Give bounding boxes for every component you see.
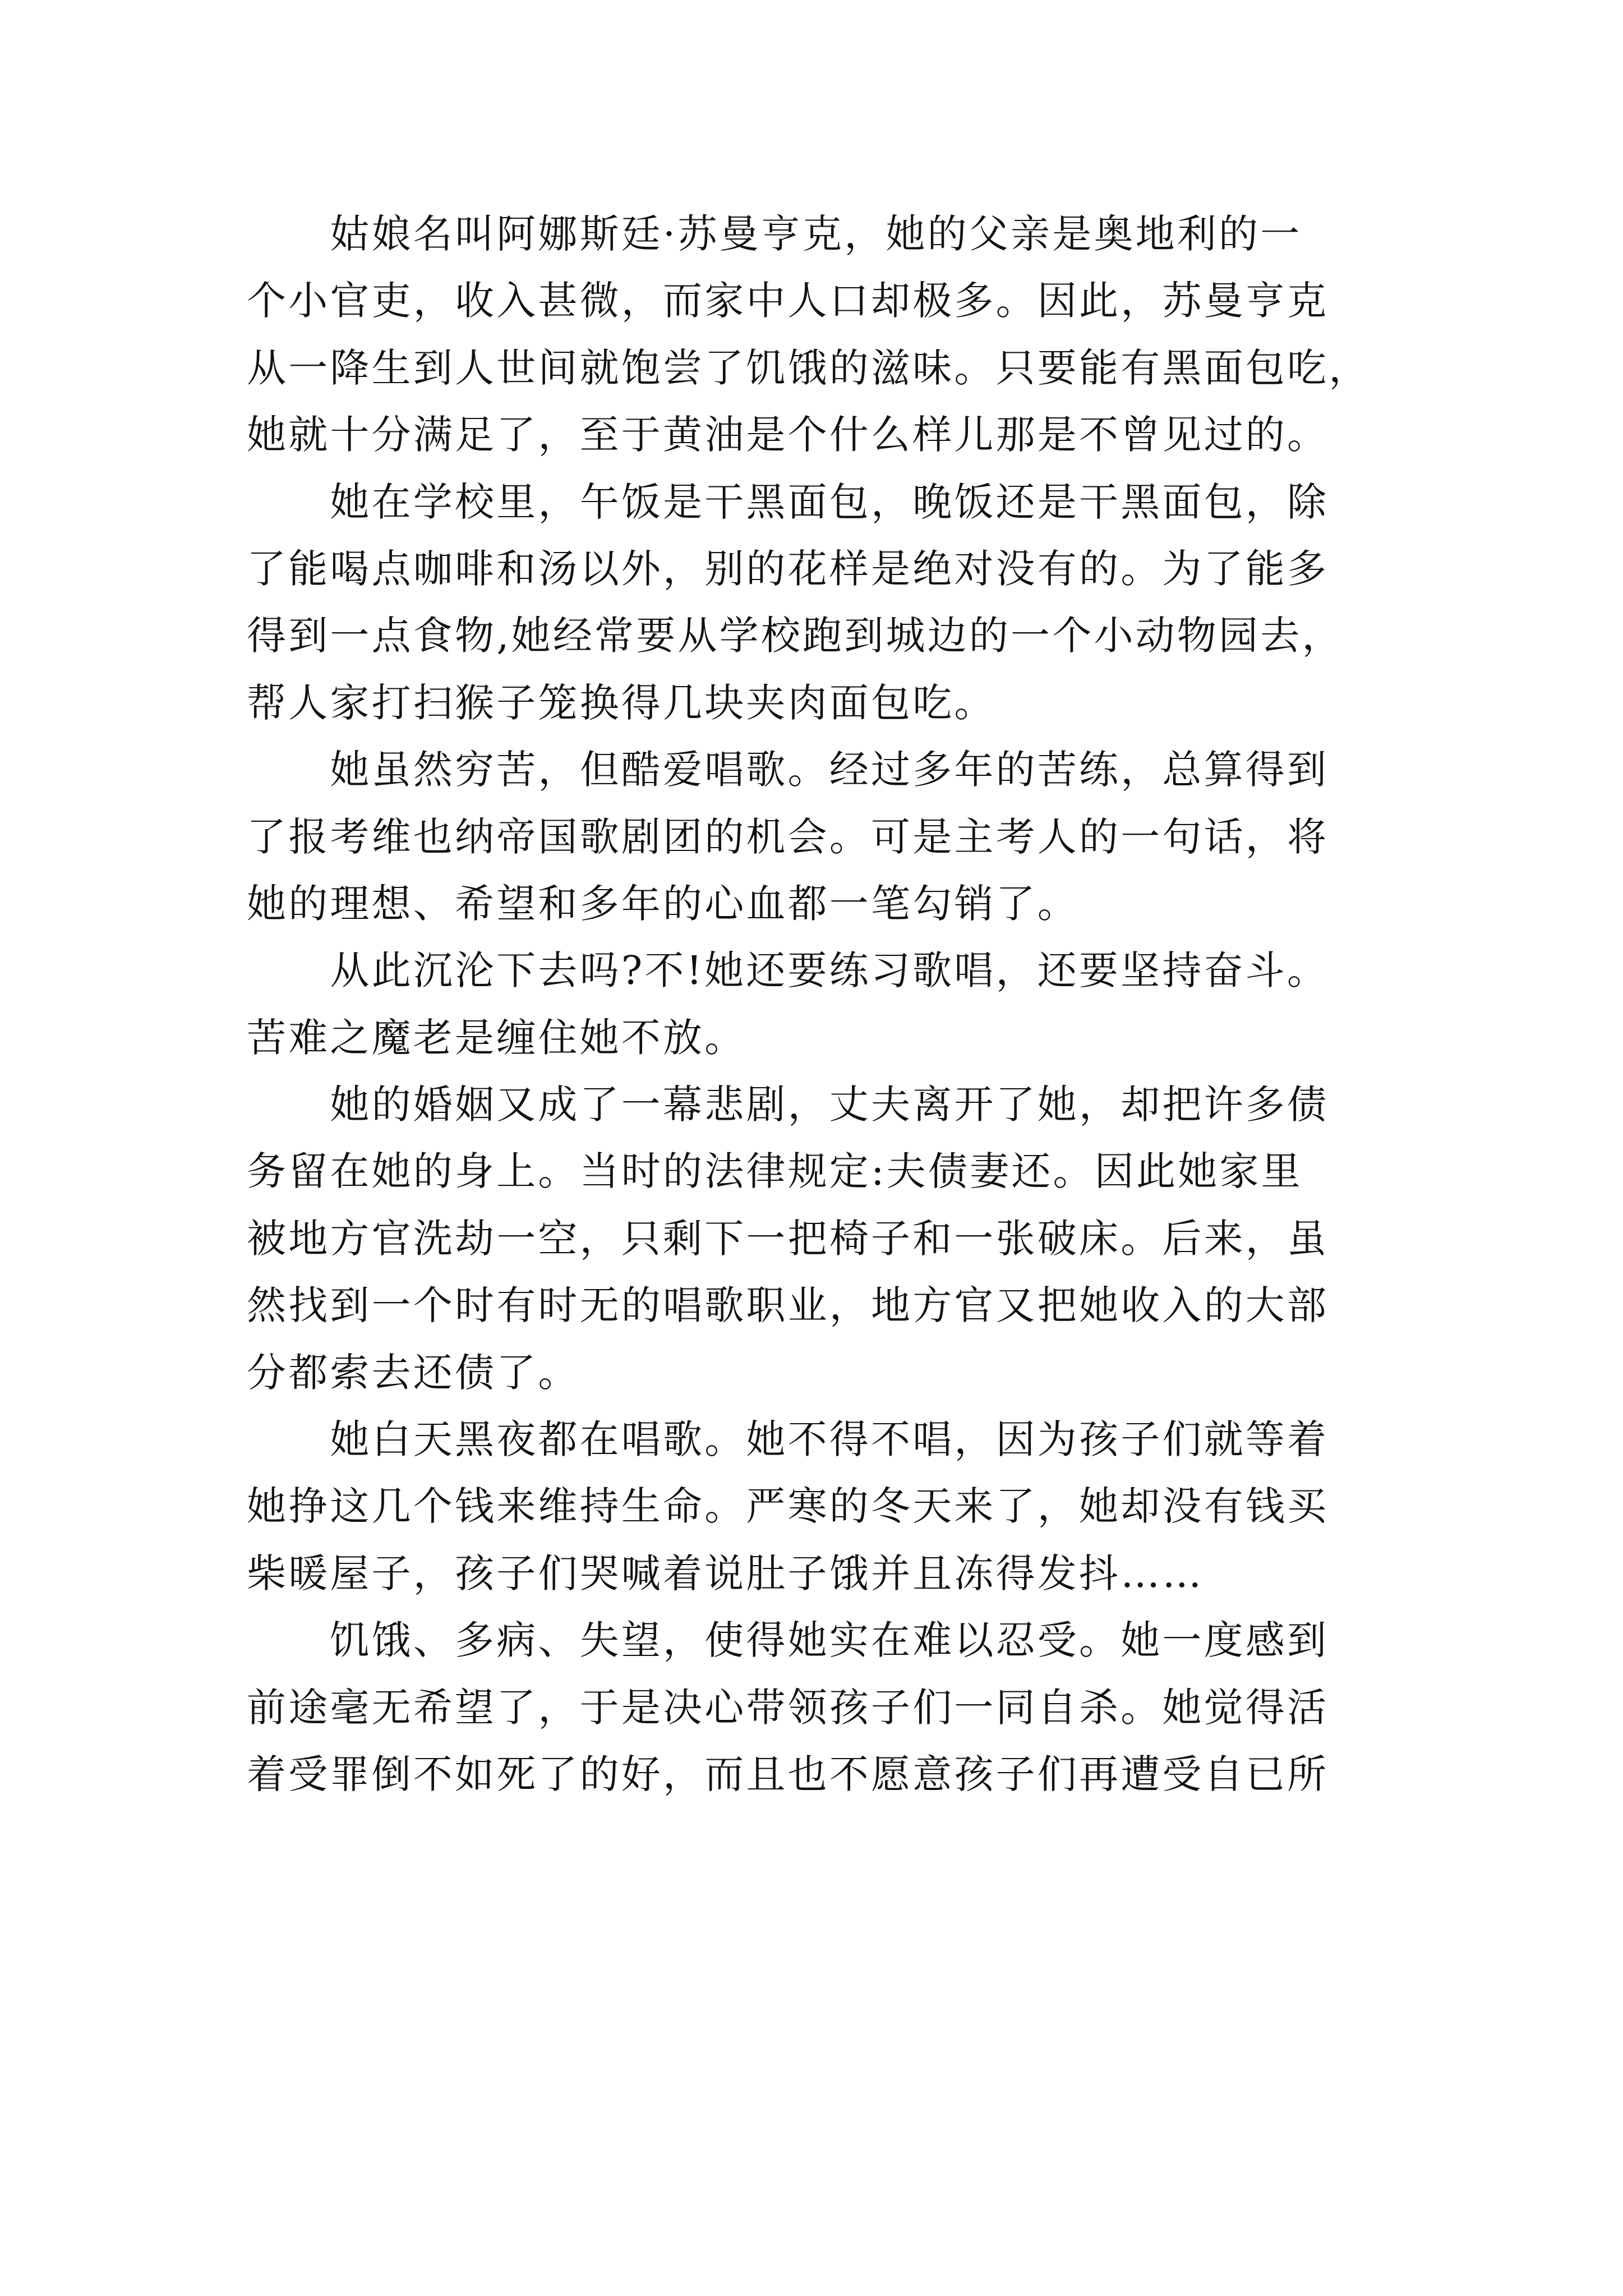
text-line: 饥饿、多病、失望，使得她实在难以忍受。她一度感到 <box>247 1617 1329 1664</box>
text-line: 从此沉沦下去吗?不!她还要练习歌唱，还要坚持奋斗。 <box>247 947 1329 994</box>
text-line: 务留在她的身上。当时的法律规定:夫债妻还。因此她家里 <box>247 1148 1303 1195</box>
text-line: 她挣这几个钱来维持生命。严寒的冬天来了，她却没有钱买 <box>247 1483 1329 1530</box>
text-line: 了能喝点咖啡和汤以外，别的花样是绝对没有的。为了能多 <box>247 545 1329 592</box>
text-line: 得到一点食物,她经常要从学校跑到城边的一个小动物园去， <box>247 613 1344 659</box>
text-line: 她的婚姻又成了一幕悲剧，丈夫离开了她，却把许多债 <box>247 1082 1329 1128</box>
text-line: 前途毫无希望了，于是决心带领孩子们一同自杀。她觉得活 <box>247 1684 1329 1731</box>
text-line: 帮人家打扫猴子笼换得几块夹肉面包吃。 <box>247 679 996 726</box>
body-text <box>247 201 1391 1808</box>
text-line: 被地方官洗劫一空，只剩下一把椅子和一张破床。后来，虽 <box>247 1215 1329 1262</box>
text-line: 她在学校里，午饭是干黑面包，晚饭还是干黑面包，除 <box>247 478 1329 525</box>
text-line: 分都索去还债了。 <box>247 1349 580 1396</box>
text-line: 了报考维也纳帝国歌剧团的机会。可是主考人的一句话，将 <box>247 813 1329 860</box>
text-line: 姑娘名叫阿娜斯廷·苏曼亨克，她的父亲是奥地利的一 <box>247 211 1302 257</box>
text-line: 柴暖屋子，孩子们哭喊着说肚子饿并且冻得发抖…… <box>247 1550 1204 1596</box>
text-line: 着受罪倒不如死了的好，而且也不愿意孩子们再遭受自已所 <box>247 1751 1329 1797</box>
text-line: 她就十分满足了，至于黄油是个什么样儿那是不曾见过的。 <box>247 412 1329 458</box>
text-line: 个小官吏，收入甚微，而家中人口却极多。因此，苏曼亨克 <box>247 278 1329 324</box>
text-line: 她虽然穷苦，但酷爱唱歌。经过多年的苦练，总算得到 <box>247 747 1329 793</box>
text-line: 她的理想、希望和多年的心血都一笔勾销了。 <box>247 880 1079 927</box>
text-line: 从一降生到人世间就饱尝了饥饿的滋味。只要能有黑面包吃， <box>247 344 1371 391</box>
text-line: 苦难之魔老是缠住她不放。 <box>247 1014 746 1061</box>
text-line: 然找到一个时有时无的唱歌职业，地方官又把她收入的大部 <box>247 1282 1329 1329</box>
text-line: 她白天黑夜都在唱歌。她不得不唱，因为孩子们就等着 <box>247 1416 1329 1463</box>
